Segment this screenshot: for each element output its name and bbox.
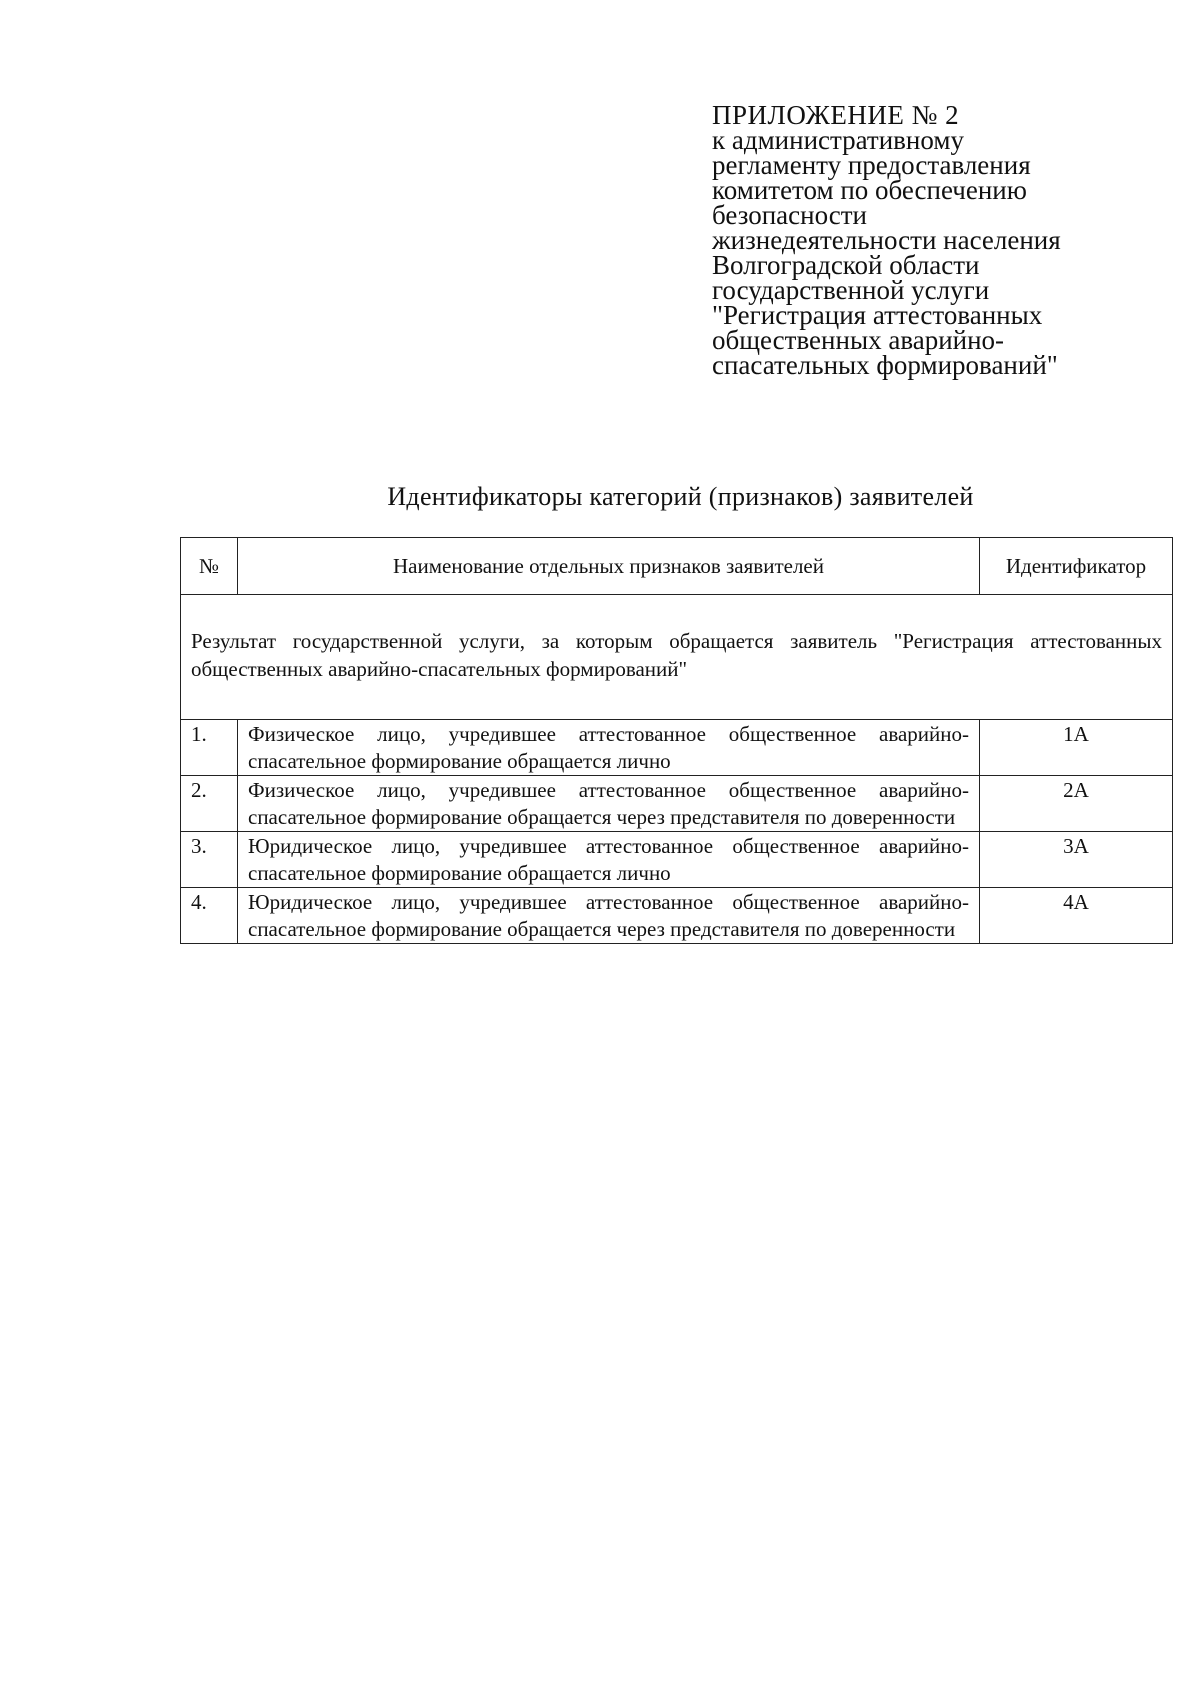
appendix-line: общественных аварийно- bbox=[712, 325, 1005, 355]
appendix-line: государственной услуги bbox=[712, 275, 990, 305]
appendix-line: регламенту предоставления bbox=[712, 150, 1031, 180]
row-number: 1. bbox=[181, 720, 238, 776]
appendix-line: жизнедеятельности населения bbox=[712, 225, 1061, 255]
row-name: Физическое лицо, учредившее аттестованное общественное аварийно-спасательное формирование обращается через представителя по доверенности bbox=[238, 776, 980, 832]
appendix-heading: ПРИЛОЖЕНИЕ № 2 bbox=[712, 100, 960, 130]
row-name: Физическое лицо, учредившее аттестованное общественное аварийно-спасательное формирование обращается лично bbox=[238, 720, 980, 776]
row-name: Юридическое лицо, учредившее аттестованное общественное аварийно-спасательное формирование обращается через представителя по доверенности bbox=[238, 888, 980, 944]
result-text: Результат государственной услуги, за которым обращается заявитель "Регистрация аттестованных общественных аварийно-спасательных формирований" bbox=[181, 595, 1173, 720]
row-name: Юридическое лицо, учредившее аттестованное общественное аварийно-спасательное формирование обращается лично bbox=[238, 832, 980, 888]
table-row bbox=[181, 720, 1173, 776]
header-number: № bbox=[181, 538, 238, 595]
appendix-line: спасательных формирований" bbox=[712, 350, 1058, 380]
appendix-line: Волгоградской области bbox=[712, 250, 980, 280]
table-row bbox=[181, 776, 1173, 832]
appendix-line: к административному bbox=[712, 125, 964, 155]
appendix-block bbox=[712, 100, 1152, 380]
header-name: Наименование отдельных признаков заявителей bbox=[238, 538, 980, 595]
row-number: 4. bbox=[181, 888, 238, 944]
applicant-identifiers-table bbox=[180, 537, 1173, 944]
appendix-line: комитетом по обеспечению bbox=[712, 175, 1027, 205]
appendix-line: безопасности bbox=[712, 200, 867, 230]
row-number: 3. bbox=[181, 832, 238, 888]
row-identifier: 4А bbox=[980, 888, 1173, 944]
table-header-row bbox=[181, 538, 1173, 595]
document-title: Идентификаторы категорий (признаков) заявителей bbox=[387, 482, 974, 511]
row-number: 2. bbox=[181, 776, 238, 832]
table-row bbox=[181, 832, 1173, 888]
appendix-line: "Регистрация аттестованных bbox=[712, 300, 1043, 330]
row-identifier: 2А bbox=[980, 776, 1173, 832]
result-row bbox=[181, 595, 1173, 720]
header-identifier: Идентификатор bbox=[980, 538, 1173, 595]
row-identifier: 1А bbox=[980, 720, 1173, 776]
table-row bbox=[181, 888, 1173, 944]
row-identifier: 3А bbox=[980, 832, 1173, 888]
